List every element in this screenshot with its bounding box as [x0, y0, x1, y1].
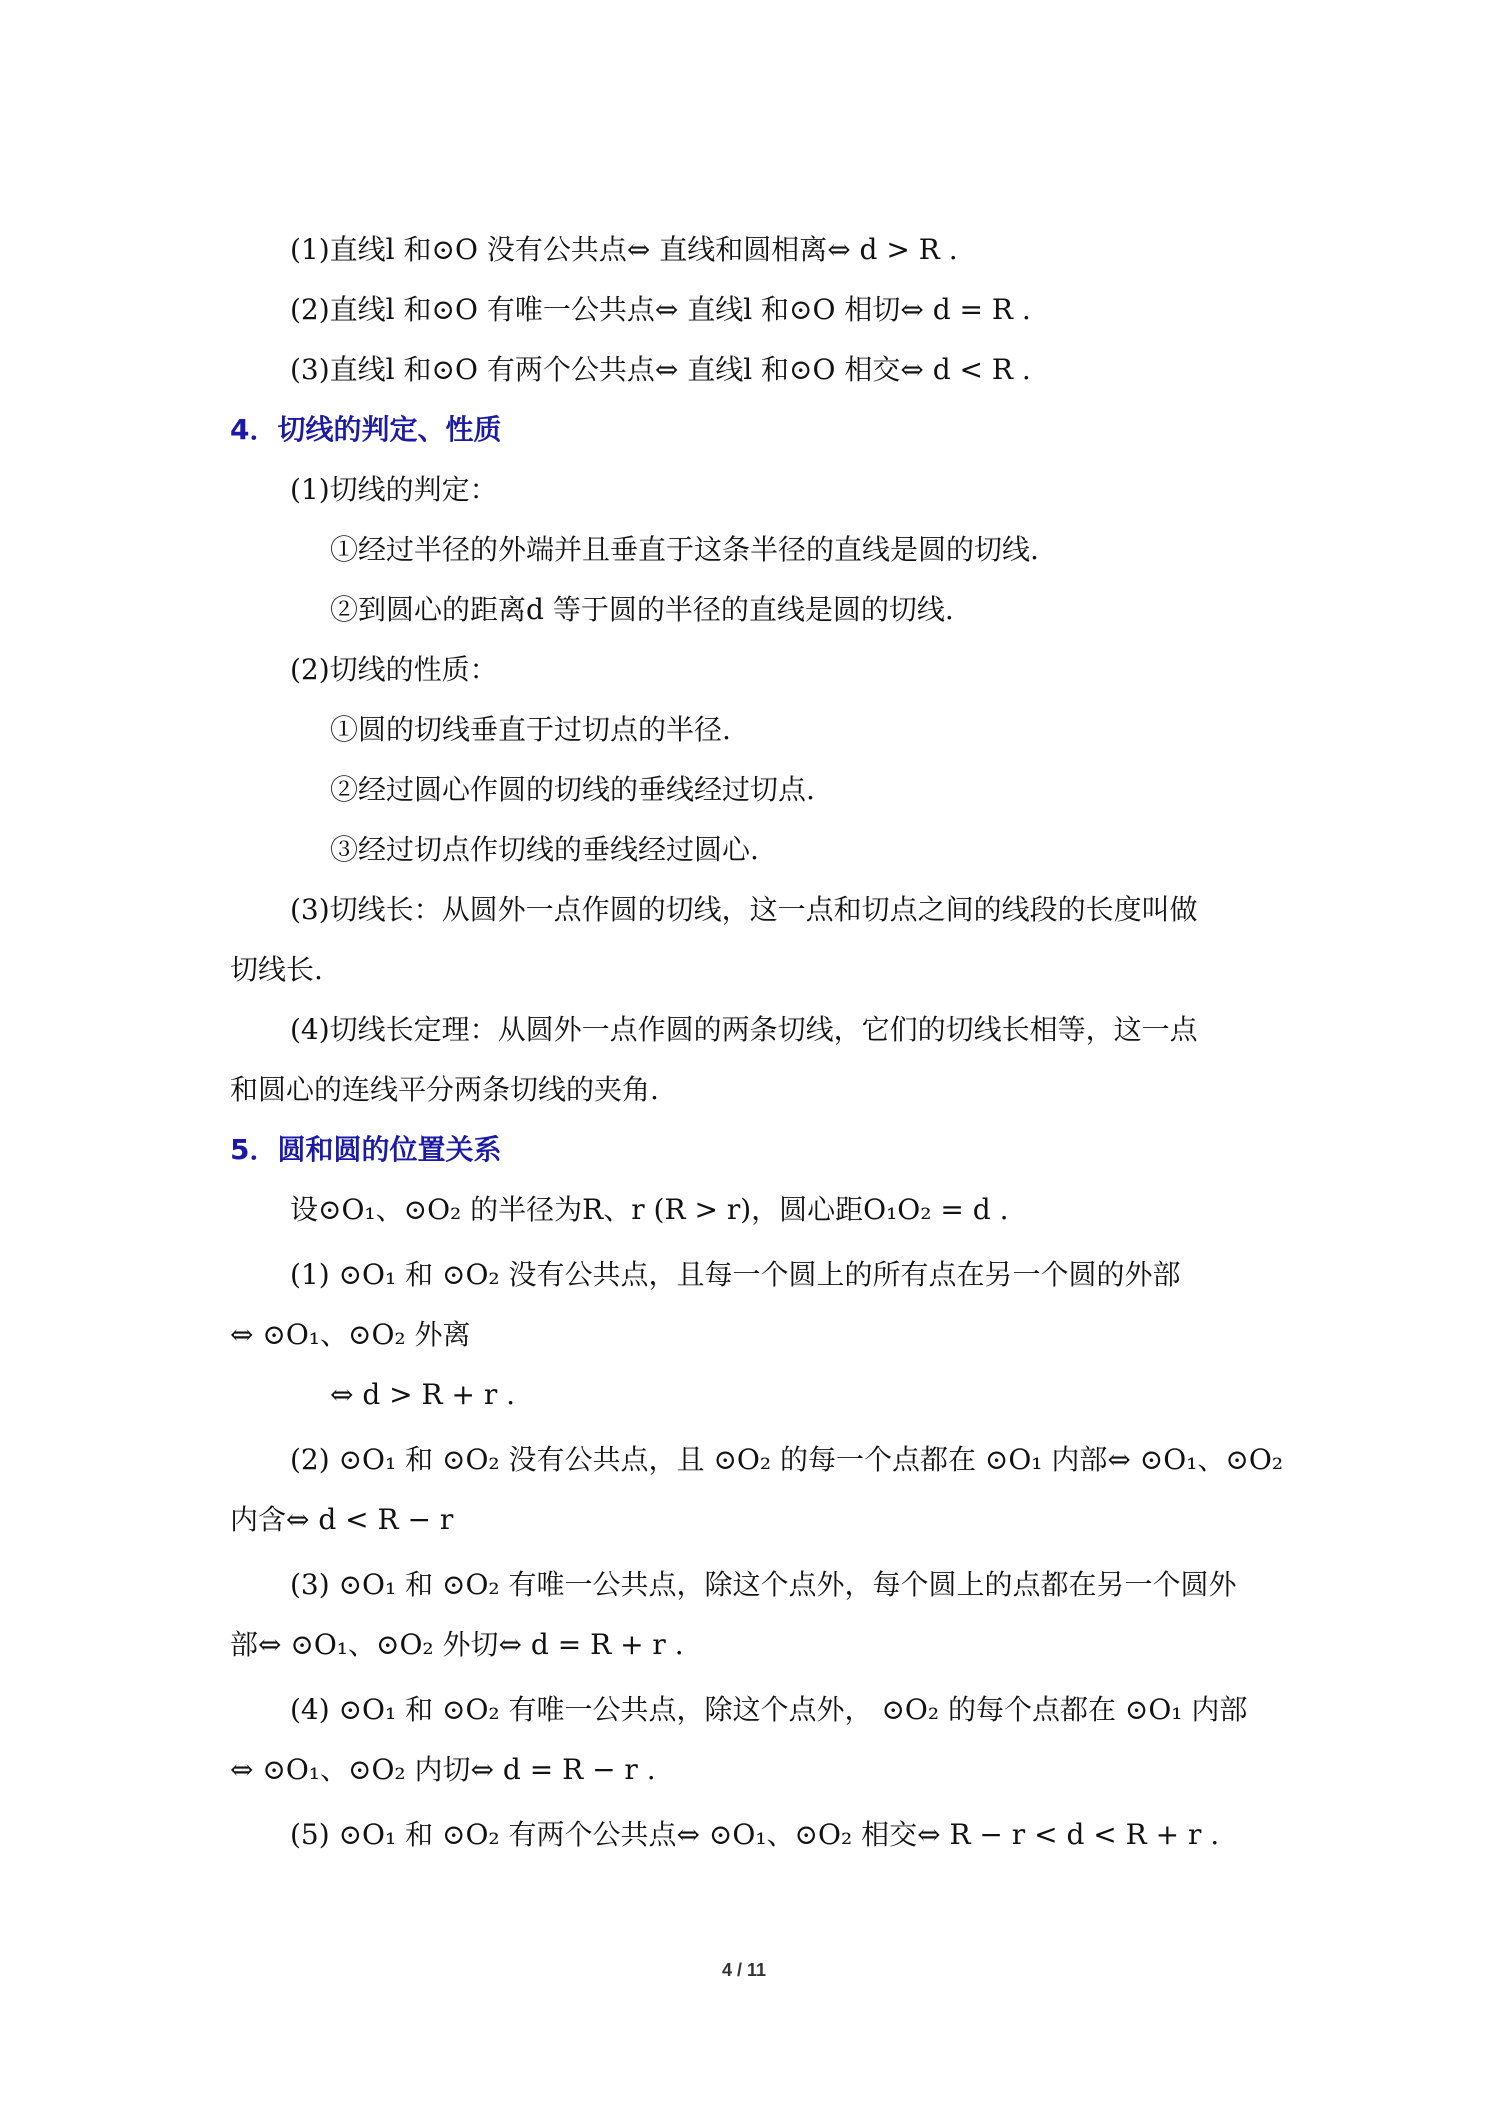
prop-title: (2)切线的性质： — [290, 653, 498, 686]
section5-heading: 5．圆和圆的位置关系 — [230, 1133, 502, 1166]
section4-heading: 4．切线的判定、性质 — [230, 413, 502, 446]
prop-item-2: ②经过圆心作圆的切线的垂线经过切点. — [330, 773, 815, 806]
judge-item-1: ①经过半径的外端并且垂直于这条半径的直线是圆的切线. — [330, 533, 1039, 566]
case3-line1: (3) ⊙O₁ 和 ⊙O₂ 有唯一公共点，除这个点外，每个圆上的点都在另一个圆外 — [290, 1568, 1237, 1601]
case1-line1: (1) ⊙O₁ 和 ⊙O₂ 没有公共点，且每一个圆上的所有点在另一个圆的外部 — [290, 1258, 1181, 1291]
s3-item-1: (1)直线l 和⊙O 没有公共点⇔ 直线和圆相离⇔ d > R . — [290, 233, 958, 266]
judge-item-2: ②到圆心的距离d 等于圆的半径的直线是圆的切线. — [330, 593, 954, 626]
case1-line3: ⇔ d > R + r . — [330, 1378, 516, 1411]
s5-intro: 设⊙O₁、⊙O₂ 的半径为R、r (R > r)，圆心距O₁O₂ = d . — [290, 1193, 1009, 1226]
tangent-theorem-line1: (4)切线长定理：从圆外一点作圆的两条切线，它们的切线长相等，这一点 — [290, 1013, 1198, 1046]
s3-item-2: (2)直线l 和⊙O 有唯一公共点⇔ 直线l 和⊙O 相切⇔ d = R . — [290, 293, 1031, 326]
tangent-length-line2: 切线长. — [230, 953, 323, 986]
judge-title: (1)切线的判定： — [290, 473, 498, 506]
case2-line2: 内含⇔ d < R − r — [230, 1503, 454, 1536]
prop-item-3: ③经过切点作切线的垂线经过圆心. — [330, 833, 759, 866]
tangent-theorem-line2: 和圆心的连线平分两条切线的夹角. — [230, 1073, 659, 1106]
page-number: 4 / 11 — [721, 1960, 767, 1980]
case4-line1: (4) ⊙O₁ 和 ⊙O₂ 有唯一公共点，除这个点外， ⊙O₂ 的每个点都在 ⊙O₁ 内部 — [290, 1693, 1248, 1726]
case4-line2: ⇔ ⊙O₁、⊙O₂ 内切⇔ d = R − r . — [230, 1753, 656, 1786]
tangent-length-line1: (3)切线长：从圆外一点作圆的切线，这一点和切点之间的线段的长度叫做 — [290, 893, 1198, 926]
s3-item-3: (3)直线l 和⊙O 有两个公共点⇔ 直线l 和⊙O 相交⇔ d < R . — [290, 353, 1031, 386]
case1-line2: ⇔ ⊙O₁、⊙O₂ 外离 — [230, 1318, 471, 1351]
case2-line1: (2) ⊙O₁ 和 ⊙O₂ 没有公共点，且 ⊙O₂ 的每一个点都在 ⊙O₁ 内部⇔ ⊙O₁、⊙O₂ — [290, 1443, 1284, 1476]
case5-line1: (5) ⊙O₁ 和 ⊙O₂ 有两个公共点⇔ ⊙O₁、⊙O₂ 相交⇔ R − r < d < R + r . — [290, 1818, 1220, 1851]
case3-line2: 部⇔ ⊙O₁、⊙O₂ 外切⇔ d = R + r . — [230, 1628, 684, 1661]
prop-item-1: ①圆的切线垂直于过切点的半径. — [330, 713, 731, 746]
